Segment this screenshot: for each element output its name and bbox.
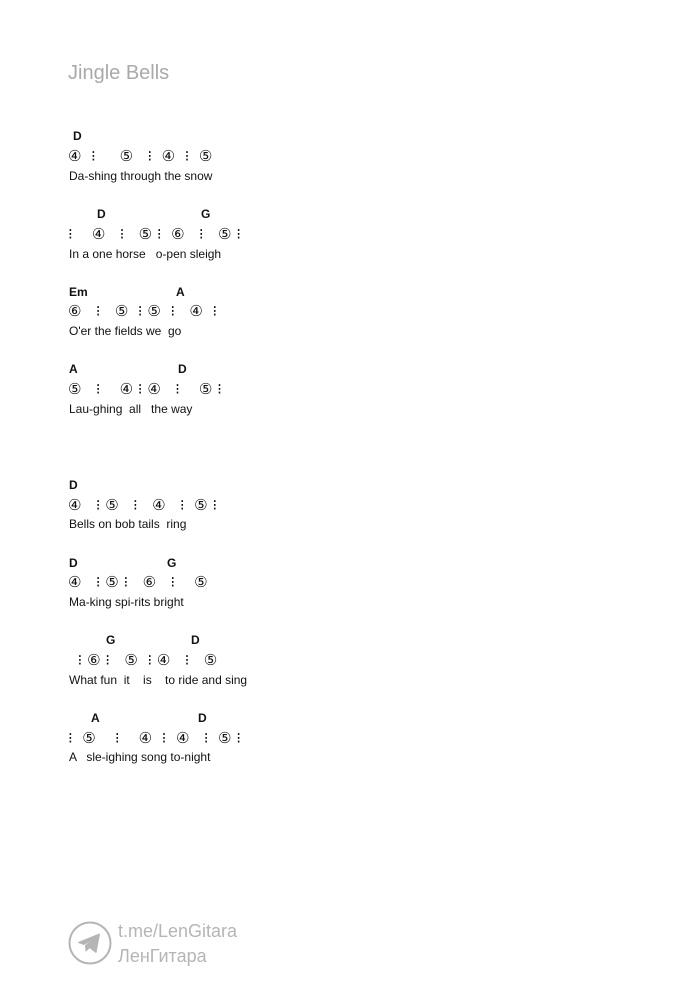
tab-line: ⑥ ⁝ ⑤ ⁝ ⑤ ⁝ ④ ⁝	[68, 302, 218, 320]
tab-line: ④ ⁝ ⑤ ⁝ ⑥ ⁝ ⑤	[68, 573, 208, 591]
tab-line: ④ ⁝ ⑤ ⁝ ④ ⁝ ⑤ ⁝	[68, 496, 218, 514]
lyric-line: Bells on bob tails ring	[69, 517, 187, 531]
chord: D	[69, 556, 78, 570]
chord: D	[198, 711, 207, 725]
chord: Em	[69, 285, 88, 299]
tab-line: ⁝ ④ ⁝ ⑤ ⁝ ⑥ ⁝ ⑤ ⁝	[68, 225, 241, 243]
telegram-icon	[68, 921, 112, 965]
lyric-line: Lau-ghing all the way	[69, 402, 193, 416]
tab-line: ④ ⁝ ⑤ ⁝ ④ ⁝ ⑤	[68, 147, 213, 165]
chord: D	[73, 129, 82, 143]
chord: A	[69, 362, 78, 376]
chord: G	[201, 207, 211, 221]
lyric-line: Da-shing through the snow	[69, 169, 213, 183]
chord: G	[167, 556, 177, 570]
lyric-line: What fun it is to ride and sing	[69, 673, 248, 687]
tab-line: ⑤ ⁝ ④ ⁝ ④ ⁝ ⑤ ⁝	[68, 380, 222, 398]
lyric-line: A sle-ighing song to-night	[69, 750, 211, 764]
chord: D	[97, 207, 106, 221]
chord: D	[178, 362, 187, 376]
tab-line: ⁝ ⑥ ⁝ ⑤ ⁝ ④ ⁝ ⑤	[68, 651, 218, 669]
telegram-link[interactable]: t.me/LenGitara	[118, 921, 238, 941]
chord: D	[69, 478, 78, 492]
chord: G	[106, 633, 116, 647]
chord: A	[176, 285, 185, 299]
song-title: Jingle Bells	[68, 62, 170, 84]
lyric-line: In a one horse o-pen sleigh	[69, 247, 222, 261]
chord: A	[91, 711, 100, 725]
chord: D	[191, 633, 200, 647]
tab-line: ⁝ ⑤ ⁝ ④ ⁝ ④ ⁝ ⑤ ⁝	[68, 729, 241, 747]
lyric-line: O'er the fields we go	[69, 324, 182, 338]
lyric-line: Ma-king spi-rits bright	[69, 595, 184, 609]
channel-name: ЛенГитара	[118, 946, 207, 966]
